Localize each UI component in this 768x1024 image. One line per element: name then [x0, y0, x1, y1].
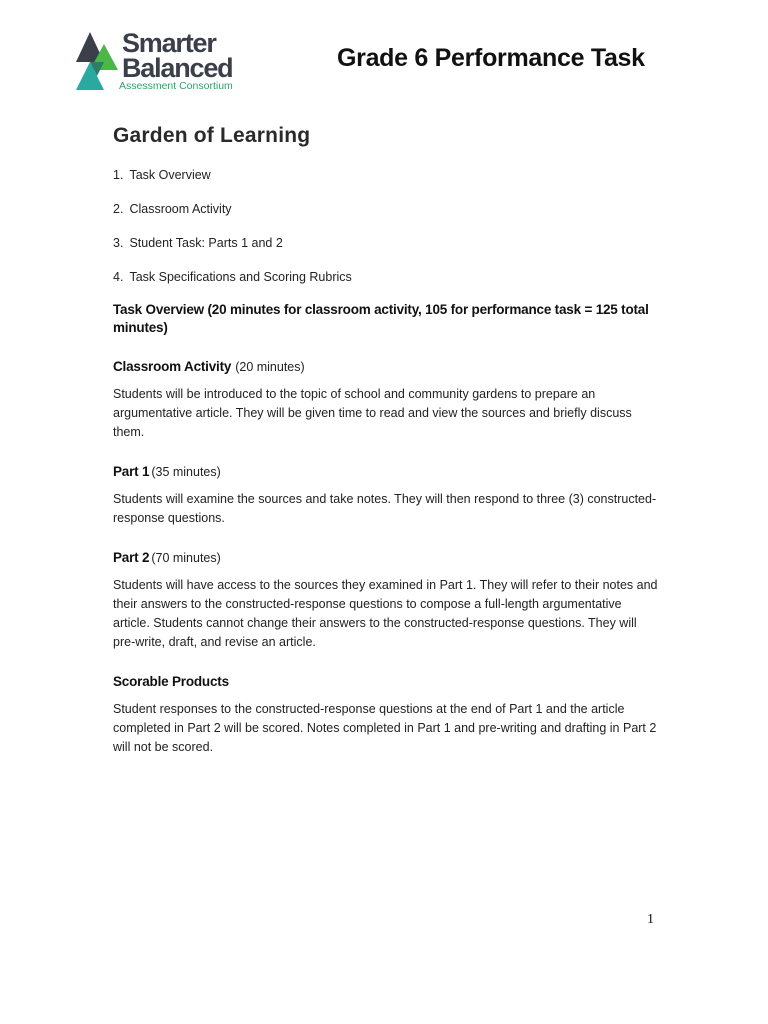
header-title: Grade 6 Performance Task — [337, 44, 645, 72]
section-title: Scorable Products — [113, 674, 229, 689]
page-number: 1 — [647, 912, 654, 927]
part2-text: Students will have access to the sources they examined in Part 1. They will refer to their notes and their answers to the constructed-response questions to compose a full-length argumentative article. Students cannot change their answers to the constructed-response questions. They will pre-write, draft, and revise an article. — [113, 578, 658, 649]
section-title: Part 1 — [113, 464, 150, 479]
section-duration: (35 minutes) — [151, 465, 221, 479]
logo-triangles-icon — [74, 30, 122, 94]
document-body — [113, 124, 658, 757]
classroom-activity-text: Students will be introduced to the topic of school and community gardens to prepare an argumentative article. They will be given time to read and view the sources and briefly discuss them. — [113, 387, 632, 439]
toc-item: 2. Classroom Activity — [113, 202, 232, 216]
classroom-activity-heading — [113, 359, 658, 375]
task-overview-heading: Task Overview (20 minutes for classroom activity, 105 for performance task = 125 total minutes) — [113, 302, 649, 335]
toc-item: 1. Task Overview — [113, 168, 211, 182]
scorable-products-text: Student responses to the constructed-response questions at the end of Part 1 and the article completed in Part 2 will be scored. Notes completed in Part 1 and pre-writing and drafting in Part 2 will not be scored. — [113, 702, 657, 754]
document-title: Garden of Learning — [113, 124, 311, 147]
section-title: Classroom Activity — [113, 359, 232, 374]
section-title: Part 2 — [113, 550, 150, 565]
section-duration: (70 minutes) — [151, 551, 221, 565]
smarter-balanced-logo — [74, 30, 264, 94]
logo-text-smarter: Smarter — [122, 28, 216, 58]
table-of-contents — [113, 168, 658, 285]
part1-text: Students will examine the sources and take notes. They will then respond to three (3) constructed-response questions. — [113, 492, 657, 525]
toc-item: 3. Student Task: Parts 1 and 2 — [113, 236, 283, 250]
logo-text-consortium: Assessment Consortium — [119, 80, 233, 92]
logo-text-balanced: Balanced — [122, 53, 233, 83]
toc-item: 4. Task Specifications and Scoring Rubrics — [113, 270, 352, 284]
part2-heading — [113, 550, 658, 566]
part1-heading — [113, 464, 658, 480]
section-duration: (20 minutes) — [235, 360, 305, 374]
scorable-products-heading — [113, 674, 658, 690]
